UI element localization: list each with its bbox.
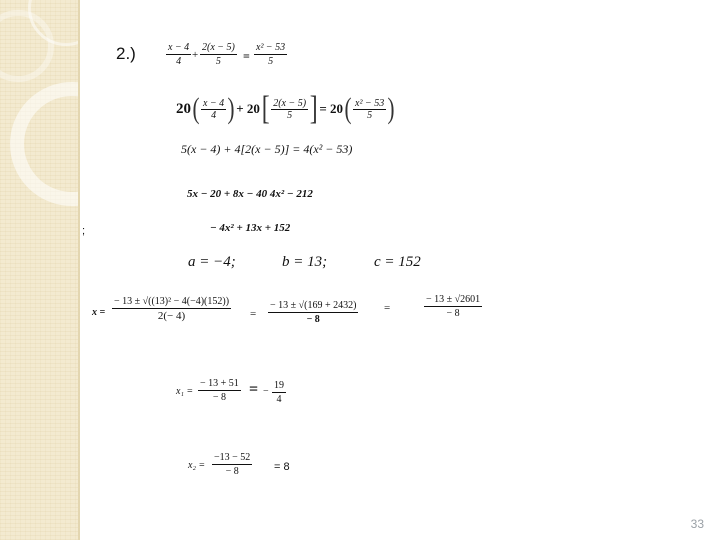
- numerator: −13 − 52: [214, 452, 251, 463]
- equals-sign: =: [243, 49, 250, 63]
- equation-4: 5x − 20 + 8x − 40 4x² − 212: [187, 188, 313, 200]
- fraction: [112, 296, 231, 322]
- coefficient-c: c = 152: [374, 254, 421, 270]
- numerator: − 13 ± √((13)² − 4(−4)(152)): [114, 296, 230, 307]
- paren-open: (: [192, 92, 200, 125]
- fraction: [212, 452, 252, 477]
- numerator: x² − 53: [256, 42, 286, 53]
- fraction: [200, 42, 237, 67]
- denominator: − 8: [446, 308, 460, 319]
- root-lhs: x₂ =: [188, 460, 206, 471]
- fraction: [198, 378, 241, 403]
- fraction: [166, 42, 191, 67]
- numerator: − 13 + 51: [200, 378, 239, 389]
- numerator: − 13 ± √2601: [426, 294, 481, 305]
- decorative-sidebar: [0, 0, 78, 540]
- denominator: 4: [276, 394, 282, 405]
- coefficient-b: b = 13;: [282, 254, 328, 270]
- margin-mark: ;: [82, 225, 86, 237]
- numerator: 2(x − 5): [273, 97, 307, 109]
- coefficient: 20: [176, 100, 191, 117]
- root-lhs: x₁ =: [176, 386, 194, 397]
- item-label: 2.): [116, 44, 136, 63]
- equals-sign: =: [249, 381, 259, 398]
- denominator: 5: [215, 56, 221, 67]
- denominator: 5: [268, 56, 274, 67]
- sidebar-divider: [78, 0, 80, 540]
- coefficient: = 20: [319, 101, 344, 116]
- paren-close: ): [387, 92, 395, 125]
- paren-open: (: [344, 92, 352, 125]
- denominator: − 8: [306, 314, 320, 325]
- fraction: [353, 98, 386, 121]
- page-number: 33: [690, 517, 704, 531]
- numerator: x − 4: [203, 97, 225, 109]
- decorative-ring: [10, 82, 78, 206]
- equation-3: 5(x − 4) + 4[2(x − 5)] = 4(x² − 53): [181, 142, 353, 156]
- bracket-open: [: [261, 90, 270, 127]
- fraction: [268, 300, 358, 325]
- denominator: 5: [287, 109, 293, 121]
- denominator: 4: [211, 109, 217, 121]
- denominator: − 8: [225, 466, 239, 477]
- denominator: 4: [176, 56, 182, 67]
- result-sign: −: [263, 386, 269, 397]
- equation-2: [176, 90, 396, 128]
- numerator: x² − 53: [355, 97, 385, 109]
- fraction: [201, 98, 226, 121]
- denominator: − 8: [212, 392, 226, 403]
- fraction: [424, 294, 482, 319]
- coefficient: + 20: [236, 101, 260, 116]
- numerator: − 13 ± √(169 + 2432): [270, 300, 357, 311]
- plus-sign: +: [192, 49, 199, 61]
- quadratic-lhs: x =: [92, 307, 106, 318]
- equals-sign: =: [384, 302, 391, 314]
- coefficient-a: a = −4;: [188, 254, 236, 270]
- fraction: [254, 42, 287, 67]
- denominator: 5: [367, 109, 373, 121]
- root-result: = 8: [274, 461, 290, 473]
- fraction: [271, 98, 308, 121]
- numerator: 2(x − 5): [202, 42, 235, 53]
- equals-sign: =: [250, 308, 257, 320]
- numerator: x − 4: [168, 42, 190, 53]
- denominator: 2(− 4): [157, 310, 186, 322]
- fraction: [272, 380, 286, 405]
- bracket-close: ]: [309, 90, 318, 127]
- numerator: 19: [274, 380, 284, 391]
- equation-5: − 4x² + 13x + 152: [210, 222, 291, 234]
- paren-close: ): [227, 92, 235, 125]
